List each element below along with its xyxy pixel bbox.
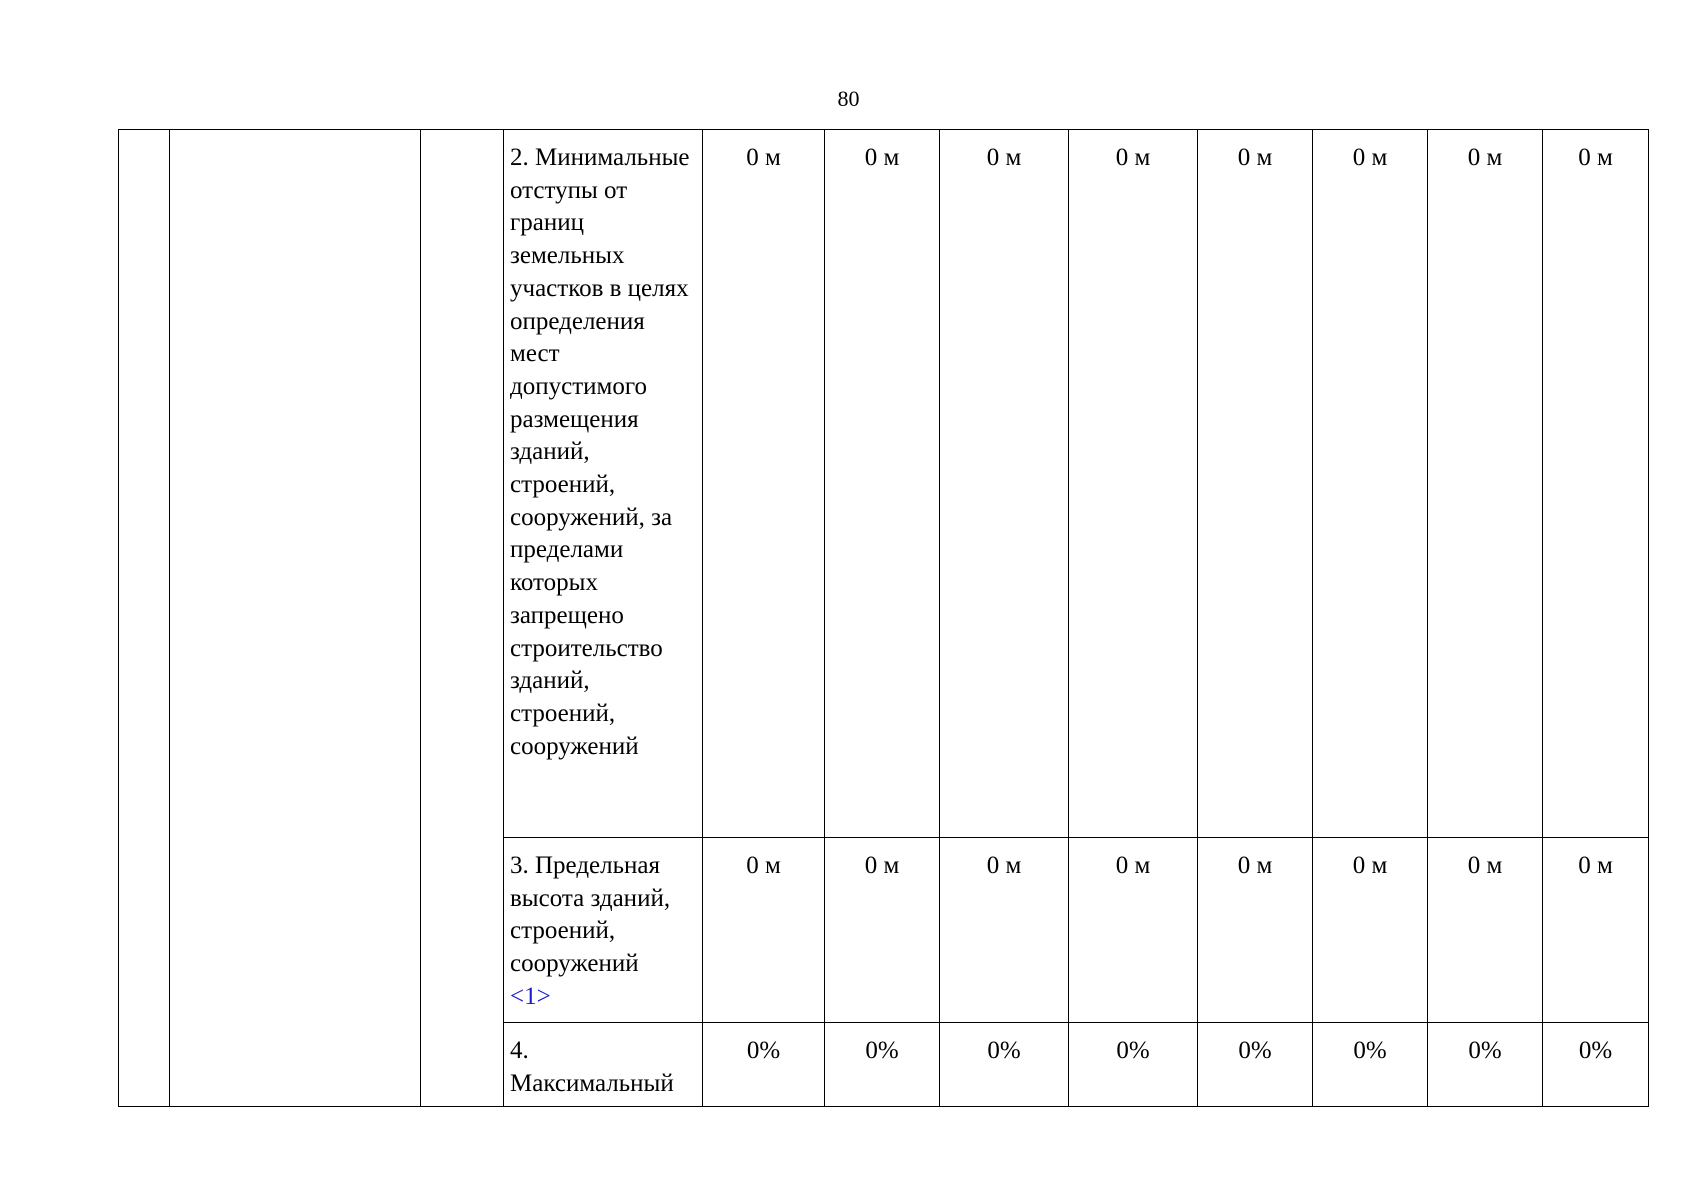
code-cell: [421, 130, 504, 1107]
parameter-text: 4. Максимальный: [510, 1037, 674, 1097]
value-cell: 0%: [940, 1023, 1069, 1107]
parameter-cell: [504, 1023, 703, 1107]
zone-cell: [170, 130, 421, 1107]
table-row: [119, 130, 1649, 838]
number-cell: [119, 130, 170, 1107]
value-cell: 0 м: [1198, 130, 1313, 838]
value-cell: 0 м: [1543, 838, 1649, 1023]
parameter-text: 3. Предельная высота зданий, строений, сооружений: [510, 852, 671, 978]
value-cell: 0 м: [1313, 130, 1428, 838]
value-cell: 0 м: [940, 838, 1069, 1023]
parameter-text: 2. Минимальные отступы от границ земельных участков в целях определения мест допустимого размещения зданий, строений, сооружений, за пределами которых запрещено строительство зданий, строений, сооружений: [510, 144, 690, 760]
value-cell: 0%: [703, 1023, 825, 1107]
value-cell: 0 м: [825, 838, 940, 1023]
value-cell: 0%: [1198, 1023, 1313, 1107]
page-number: 80: [837, 86, 860, 111]
footnote-link[interactable]: <1>: [510, 982, 551, 1010]
value-cell: 0%: [825, 1023, 940, 1107]
value-cell: 0 м: [1069, 838, 1198, 1023]
value-cell: 0 м: [825, 130, 940, 838]
value-cell: 0 м: [1428, 838, 1543, 1023]
value-cell: 0 м: [1313, 838, 1428, 1023]
parameter-cell: [504, 130, 703, 838]
value-cell: 0 м: [1198, 838, 1313, 1023]
value-cell: 0 м: [1543, 130, 1649, 838]
value-cell: 0%: [1313, 1023, 1428, 1107]
value-cell: 0%: [1069, 1023, 1198, 1107]
parameter-cell: [504, 838, 703, 1023]
value-cell: 0%: [1428, 1023, 1543, 1107]
value-cell: 0%: [1543, 1023, 1649, 1107]
value-cell: 0 м: [703, 838, 825, 1023]
value-cell: 0 м: [703, 130, 825, 838]
regulations-table: [118, 129, 1649, 1107]
value-cell: 0 м: [940, 130, 1069, 838]
value-cell: 0 м: [1428, 130, 1543, 838]
value-cell: 0 м: [1069, 130, 1198, 838]
